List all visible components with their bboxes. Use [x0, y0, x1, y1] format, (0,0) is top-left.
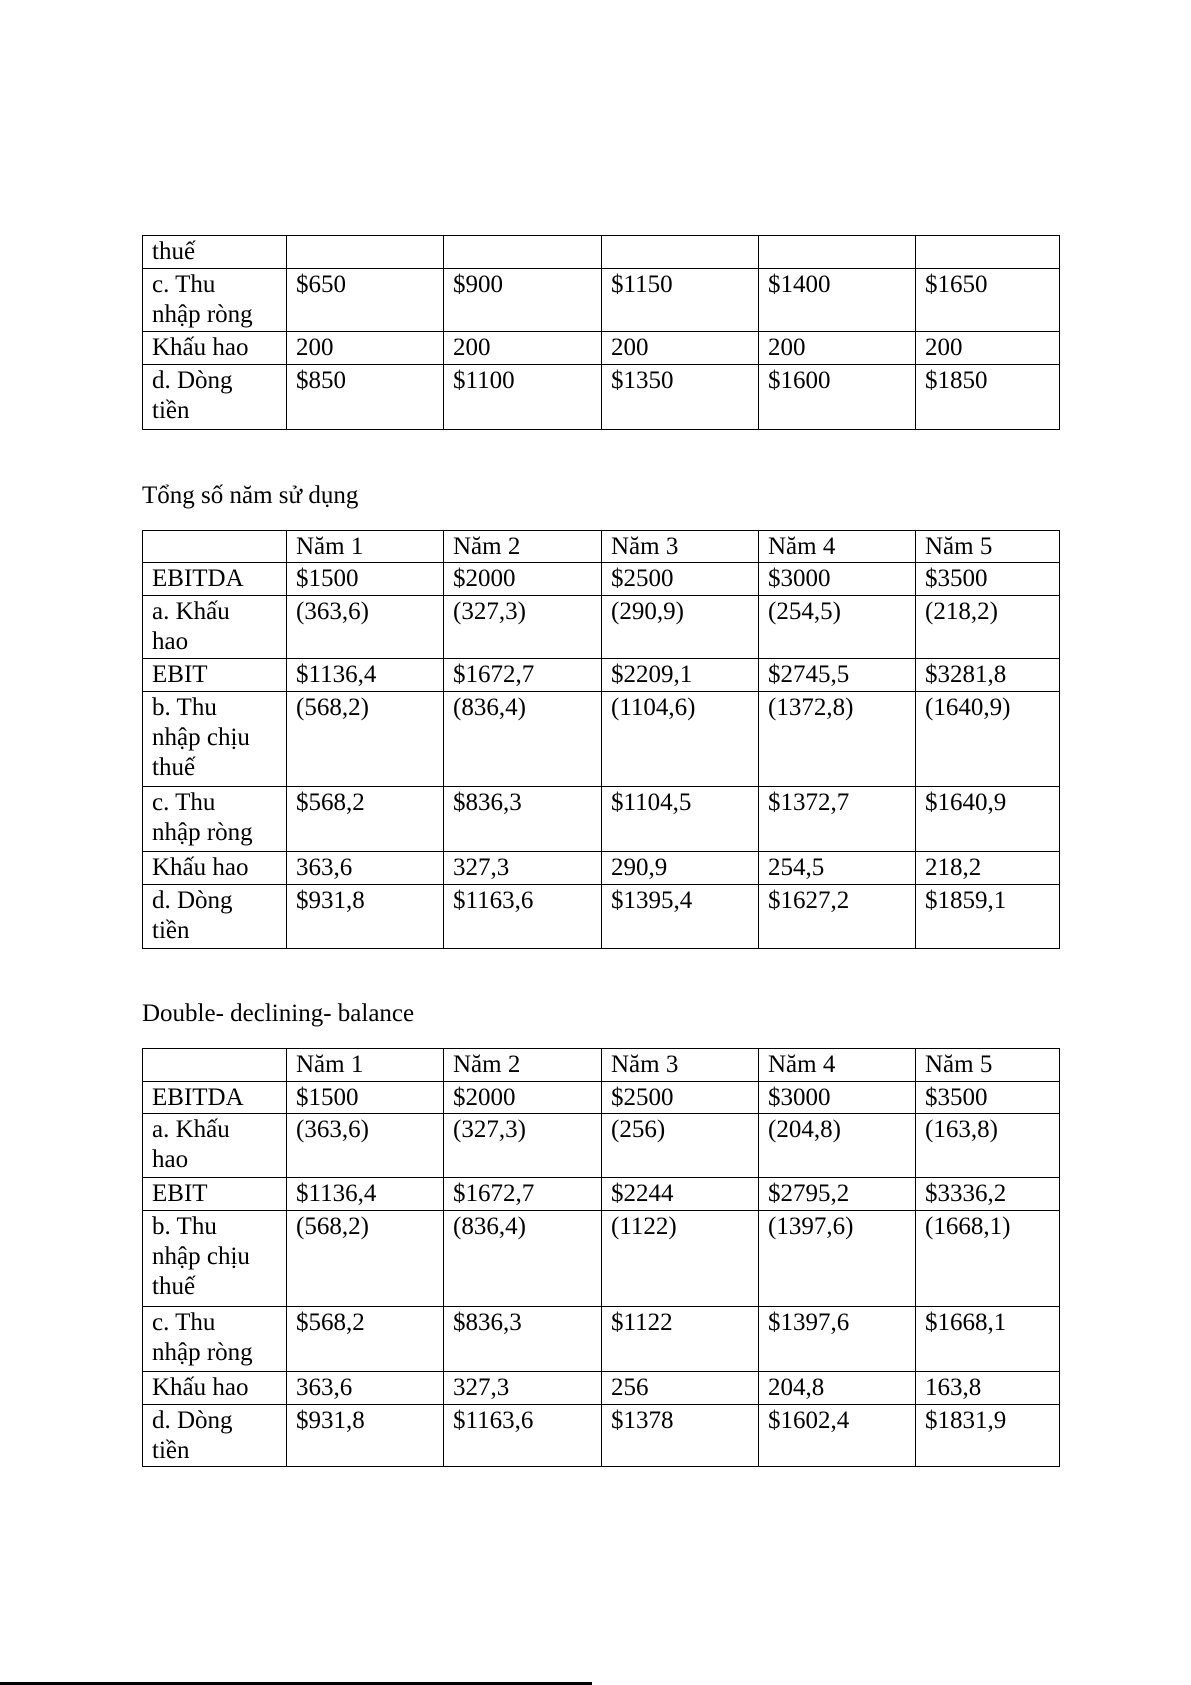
table-cell: 200: [602, 332, 759, 365]
table-cell: $1600: [759, 365, 916, 430]
row-label: Khấu hao: [143, 332, 287, 365]
table-cell: $931,8: [287, 885, 444, 949]
table-cell: 200: [759, 332, 916, 365]
table-row: [143, 531, 1060, 563]
table-row: [143, 1114, 1060, 1178]
table-cell: $1136,4: [287, 1178, 444, 1211]
table-cell: Năm 5: [916, 1049, 1060, 1082]
table-cell: $2000: [444, 1082, 602, 1114]
table-cell: $900: [444, 269, 602, 332]
table-cell: $836,3: [444, 1307, 602, 1372]
table-cell: (218,2): [916, 596, 1060, 659]
table-cell: (254,5): [759, 596, 916, 659]
table-cell: [602, 236, 759, 269]
table-cell: (327,3): [444, 596, 602, 659]
row-label: Khấu hao: [143, 852, 287, 885]
row-label: EBITDA: [143, 563, 287, 596]
table-cell: Năm 3: [602, 531, 759, 563]
table-cell: $3000: [759, 563, 916, 596]
table-row: [143, 692, 1060, 787]
table-cell: $1100: [444, 365, 602, 430]
table-cell: $3500: [916, 563, 1060, 596]
table-row: [143, 1211, 1060, 1307]
table-cell: $2244: [602, 1178, 759, 1211]
table-cell: $2209,1: [602, 659, 759, 692]
table-cell: $1400: [759, 269, 916, 332]
table-cell: Năm 1: [287, 1049, 444, 1082]
table-row: [143, 1372, 1060, 1405]
table-cell: (568,2): [287, 692, 444, 787]
table-row: [143, 563, 1060, 596]
table-cell: (1640,9): [916, 692, 1060, 787]
table-cell: 200: [916, 332, 1060, 365]
table-cell: Năm 5: [916, 531, 1060, 563]
table-cell: [759, 236, 916, 269]
row-label: b. Thu nhập chịu thuế: [143, 692, 287, 787]
table-cell: $1668,1: [916, 1307, 1060, 1372]
table-cell: 256: [602, 1372, 759, 1405]
table-row: [143, 332, 1060, 365]
table-cell: 327,3: [444, 1372, 602, 1405]
row-label: [143, 531, 287, 563]
table-cell: (1372,8): [759, 692, 916, 787]
table-cell: $1372,7: [759, 787, 916, 852]
table-row: [143, 1082, 1060, 1114]
table-cell: 254,5: [759, 852, 916, 885]
table-cell: $2745,5: [759, 659, 916, 692]
table-cell: Năm 1: [287, 531, 444, 563]
row-label: EBIT: [143, 659, 287, 692]
table-cell: $568,2: [287, 787, 444, 852]
table-cell: $1163,6: [444, 1405, 602, 1467]
table-cell: $1859,1: [916, 885, 1060, 949]
row-label: a. Khấu hao: [143, 1114, 287, 1178]
table-cell: $1395,4: [602, 885, 759, 949]
table-row: [143, 269, 1060, 332]
table-cell: 204,8: [759, 1372, 916, 1405]
cash-flow-table: [142, 1048, 1060, 1467]
table-cell: $1640,9: [916, 787, 1060, 852]
table-row: [143, 1049, 1060, 1082]
row-label: c. Thu nhập ròng: [143, 269, 287, 332]
table-cell: [916, 236, 1060, 269]
section-heading: Double- declining- balance: [142, 1000, 415, 1027]
table-cell: 290,9: [602, 852, 759, 885]
table-cell: $1850: [916, 365, 1060, 430]
table-cell: $3281,8: [916, 659, 1060, 692]
table-cell: 200: [287, 332, 444, 365]
table-cell: (1122): [602, 1211, 759, 1307]
table-cell: $650: [287, 269, 444, 332]
table-cell: $1672,7: [444, 659, 602, 692]
table-cell: $1397,6: [759, 1307, 916, 1372]
table-cell: 363,6: [287, 1372, 444, 1405]
table-cell: $3000: [759, 1082, 916, 1114]
table-cell: $1104,5: [602, 787, 759, 852]
table-row: [143, 1307, 1060, 1372]
table-cell: $1627,2: [759, 885, 916, 949]
table-cell: (1668,1): [916, 1211, 1060, 1307]
table-row: [143, 659, 1060, 692]
table-cell: $2500: [602, 1082, 759, 1114]
table-cell: $1500: [287, 1082, 444, 1114]
table-row: [143, 236, 1060, 269]
table-cell: 327,3: [444, 852, 602, 885]
table-row: [143, 885, 1060, 949]
table-row: [143, 365, 1060, 430]
section-heading: Tổng số năm sử dụng: [142, 482, 359, 509]
row-label: d. Dòng tiền: [143, 1405, 287, 1467]
table-cell: $931,8: [287, 1405, 444, 1467]
table-cell: 363,6: [287, 852, 444, 885]
table-cell: (1104,6): [602, 692, 759, 787]
table-cell: (1397,6): [759, 1211, 916, 1307]
table-cell: Năm 4: [759, 531, 916, 563]
table-cell: (163,8): [916, 1114, 1060, 1178]
table-cell: (568,2): [287, 1211, 444, 1307]
table-cell: $1350: [602, 365, 759, 430]
row-label: thuế: [143, 236, 287, 269]
table-row: [143, 1178, 1060, 1211]
table-row: [143, 596, 1060, 659]
table-cell: Năm 2: [444, 531, 602, 563]
table-cell: $1672,7: [444, 1178, 602, 1211]
table-cell: $1650: [916, 269, 1060, 332]
table-cell: $1136,4: [287, 659, 444, 692]
row-label: EBITDA: [143, 1082, 287, 1114]
cash-flow-table: [142, 530, 1060, 949]
table-cell: $1150: [602, 269, 759, 332]
table-cell: Năm 3: [602, 1049, 759, 1082]
row-label: [143, 1049, 287, 1082]
table-cell: $2500: [602, 563, 759, 596]
table-cell: $568,2: [287, 1307, 444, 1372]
table-row: [143, 787, 1060, 852]
table-cell: $1378: [602, 1405, 759, 1467]
table-cell: (327,3): [444, 1114, 602, 1178]
table-cell: $3336,2: [916, 1178, 1060, 1211]
row-label: a. Khấu hao: [143, 596, 287, 659]
table-cell: $850: [287, 365, 444, 430]
row-label: b. Thu nhập chịu thuế: [143, 1211, 287, 1307]
table-cell: (363,6): [287, 1114, 444, 1178]
table-cell: $1122: [602, 1307, 759, 1372]
table-cell: $1602,4: [759, 1405, 916, 1467]
row-label: c. Thu nhập ròng: [143, 1307, 287, 1372]
table-cell: $1500: [287, 563, 444, 596]
table-cell: $2795,2: [759, 1178, 916, 1211]
table-cell: $1163,6: [444, 885, 602, 949]
table-row: [143, 852, 1060, 885]
table-cell: $836,3: [444, 787, 602, 852]
row-label: d. Dòng tiền: [143, 885, 287, 949]
table-cell: (204,8): [759, 1114, 916, 1178]
table-cell: $2000: [444, 563, 602, 596]
table-cell: $3500: [916, 1082, 1060, 1114]
table-cell: Năm 2: [444, 1049, 602, 1082]
row-label: d. Dòng tiền: [143, 365, 287, 430]
table-cell: (836,4): [444, 692, 602, 787]
table-cell: (256): [602, 1114, 759, 1178]
table-cell: 218,2: [916, 852, 1060, 885]
table-cell: (836,4): [444, 1211, 602, 1307]
row-label: c. Thu nhập ròng: [143, 787, 287, 852]
table-cell: Năm 4: [759, 1049, 916, 1082]
row-label: Khấu hao: [143, 1372, 287, 1405]
row-label: EBIT: [143, 1178, 287, 1211]
table-cell: (363,6): [287, 596, 444, 659]
table-cell: [287, 236, 444, 269]
table-cell: (290,9): [602, 596, 759, 659]
table-cell: 200: [444, 332, 602, 365]
table-cell: [444, 236, 602, 269]
table-cell: $1831,9: [916, 1405, 1060, 1467]
table-row: [143, 1405, 1060, 1467]
cash-flow-table: [142, 235, 1060, 430]
table-cell: 163,8: [916, 1372, 1060, 1405]
